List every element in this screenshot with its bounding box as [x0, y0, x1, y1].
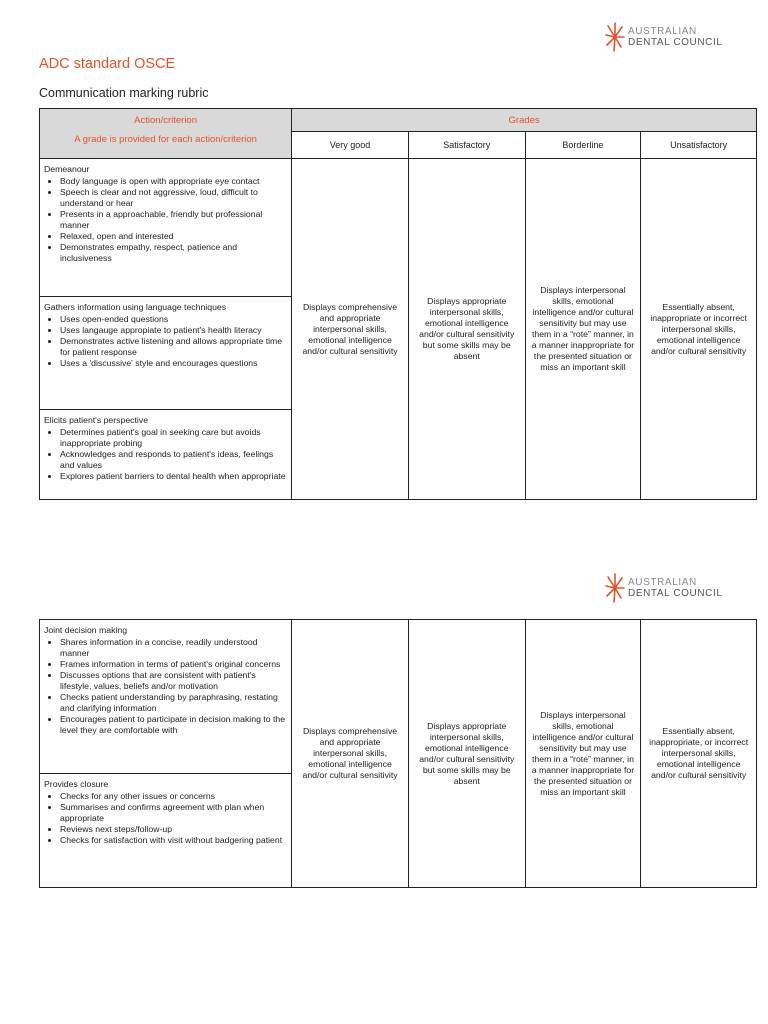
adc-logo — [604, 571, 723, 605]
list-item: • Uses langauge appropiate to patient's health literacy — [60, 325, 287, 336]
criterion-list — [44, 637, 287, 736]
criterion-title: Demeanour — [44, 164, 90, 174]
descriptor-borderline: Displays interpersonal skills, emotional intelligence and/or cultural sensitivity but may use them in a “rote” manner, in a manner inappropriate for the presented situation or miss an important skill — [525, 620, 641, 888]
descriptor-very-good: Displays comprehensive and appropriate interpersonal skills, emotional intelligence and/or cultural sensitivity — [292, 620, 409, 888]
logo-line-2: DENTAL COUNCIL — [628, 37, 723, 48]
descriptor-satisfactory: Displays appropriate interpersonal skills, emotional intelligence and/or cultural sensitivity but some skills may be absent — [408, 620, 525, 888]
list-item: • Frames information in terms of patient's original concerns — [60, 659, 287, 670]
descriptor-satisfactory: Displays appropriate interpersonal skills, emotional intelligence and/or cultural sensitivity but some skills may be absent — [408, 159, 525, 500]
list-item: • Checks for satisfaction with visit without badgering patient — [60, 835, 287, 846]
logo-line-2: DENTAL COUNCIL — [628, 588, 723, 599]
table-row — [40, 159, 757, 297]
list-item: • Encourages patient to participate in decision making to the level they are comfortable with — [60, 714, 287, 736]
list-item: • Reviews next steps/follow-up — [60, 824, 287, 835]
adc-starburst-icon — [604, 20, 626, 54]
list-item: • Determines patient's goal in seeking care but avoids inappropriate probing — [60, 427, 287, 449]
descriptor-very-good: Displays comprehensive and appropriate interpersonal skills, emotional intelligence and/or cultural sensitivity — [292, 159, 409, 500]
criterion-title: Joint decision making — [44, 625, 128, 635]
criterion-header — [40, 109, 292, 159]
rubric-table-1 — [39, 108, 757, 500]
list-item: • Explores patient barriers to dental health when appropriate — [60, 471, 287, 482]
list-item: • Discusses options that are consistent with patient's lifestyle, values, beliefs and/or motivation — [60, 670, 287, 692]
descriptor-borderline: Displays interpersonal skills, emotional intelligence and/or cultural sensitivity but may use them in a “rote” manner, in a manner inappropriate for the presented situation or miss an important skill — [525, 159, 641, 500]
table-row — [40, 620, 757, 774]
criterion-joint-decision-making — [40, 620, 292, 774]
list-item: • Body language is open with appropriate eye contact — [60, 176, 287, 187]
criterion-gathers-information — [40, 297, 292, 410]
list-item: • Summarises and confirms agreement with plan when appropriate — [60, 802, 287, 824]
grade-borderline: Borderline — [525, 132, 641, 159]
criterion-list — [44, 427, 287, 482]
criterion-list — [44, 314, 287, 369]
adc-logo — [604, 20, 723, 54]
list-item: • Acknowledges and responds to patient's ideas, feelings and values — [60, 449, 287, 471]
list-item: • Demonstrates empathy, respect, patience and inclusiveness — [60, 242, 287, 264]
criterion-title: Provides closure — [44, 779, 109, 789]
document-title: ADC standard OSCE — [39, 56, 176, 72]
rubric-table-2 — [39, 619, 757, 888]
criterion-demeanour — [40, 159, 292, 297]
criterion-title: Gathers information using language techniques — [44, 302, 227, 312]
criterion-elicits-perspective — [40, 410, 292, 500]
grade-very-good: Very good — [292, 132, 409, 159]
criterion-header-note: A grade is provided for each action/criterion — [74, 134, 257, 145]
criterion-header-label: Action/criterion — [134, 115, 198, 126]
logo-line-1: AUSTRALIAN — [628, 577, 697, 588]
list-item: • Checks for any other issues or concerns — [60, 791, 287, 802]
document-subtitle: Communication marking rubric — [39, 86, 209, 100]
list-item: • Speech is clear and not aggressive, loud, difficult to understand or hear — [60, 187, 287, 209]
descriptor-unsatisfactory: Essentially absent, inappropriate or incorrect interpersonal skills, emotional intelligence and/or cultural sensitivity — [641, 159, 757, 500]
list-item: • Shares information in a concise, readily understood manner — [60, 637, 287, 659]
logo-line-1: AUSTRALIAN — [628, 26, 697, 37]
list-item: • Checks patient understanding by paraphrasing, restating and clarifying information — [60, 692, 287, 714]
grade-satisfactory: Satisfactory — [408, 132, 525, 159]
criterion-list — [44, 791, 287, 846]
list-item: • Uses a 'discussive' style and encourages questions — [60, 358, 287, 369]
list-item: • Demonstrates active listening and allows appropriate time for patient response — [60, 336, 287, 358]
descriptor-unsatisfactory: Essentially absent, inappropriate, or incorrect interpersonal skills, emotional intelligence and/or cultural sensitivity — [641, 620, 757, 888]
list-item: • Presents in a approachable, friendly but professional manner — [60, 209, 287, 231]
criterion-provides-closure — [40, 774, 292, 888]
adc-starburst-icon — [604, 571, 626, 605]
list-item: • Uses open-ended questions — [60, 314, 287, 325]
criterion-title: Elicits patient's perspective — [44, 415, 149, 425]
criterion-list — [44, 176, 287, 264]
grade-unsatisfactory: Unsatisfactory — [641, 132, 757, 159]
table-header-row — [40, 109, 757, 132]
grades-header: Grades — [292, 109, 757, 132]
list-item: • Relaxed, open and interested — [60, 231, 287, 242]
